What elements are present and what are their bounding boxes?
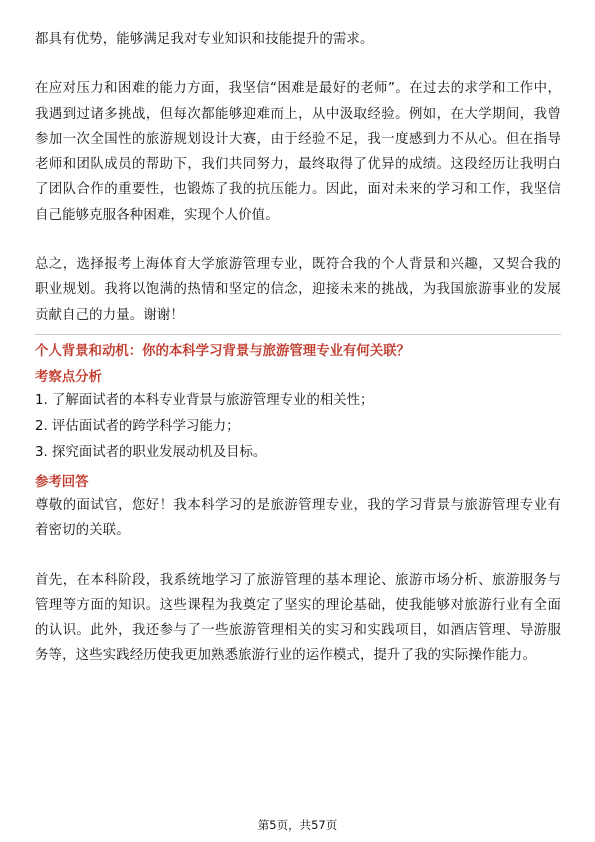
answer-paragraph-first: 首先，在本科阶段，我系统地学习了旅游管理的基本理论、旅游市场分析、旅游服务与管理等方面的知识。这些课程为我奠定了坚实的理论基础，使我能够对旅游行业有全面的认识。此外，我还参与了一些旅游管理相关的实习和实践项目，如酒店管理、导游服务等，这些实践经历使我更加熟悉旅游行业的运作模式，提升了我的实际操作能力。 [35, 572, 561, 664]
analysis-heading: 考察点分析 [35, 369, 102, 385]
page-content [35, 27, 561, 669]
answer-heading: 参考回答 [35, 474, 89, 490]
spacer [35, 228, 561, 252]
analysis-item: 3. 探究面试者的职业发展动机及目标。 [35, 444, 267, 460]
section-divider [35, 334, 561, 335]
page-number: 第5页，共57页 [257, 818, 338, 832]
paragraph-pressure: 在应对压力和困难的能力方面，我坚信“困难是最好的老师”。在过去的求学和工作中，我遇到过诸多挑战，但每次都能够迎难而上，从中汲取经验。例如，在大学期间，我曾参加一次全国性的旅游规划设计大赛，由于经验不足，我一度感到力不从心。但在指导老师和团队成员的帮助下，我们共同努力，最终取得了优异的成绩。这段经历让我明白了团队合作的重要性，也锻炼了我的抗压能力。因此，面对未来的学习和工作，我坚信自己能够克服各种困难，实现个人价值。 [35, 81, 561, 223]
paragraph-conclusion: 总之，选择报考上海体育大学旅游管理专业，既符合我的个人背景和兴趣，又契合我的职业规划。我将以饱满的热情和坚定的信念，迎接未来的挑战，为我国旅游事业的发展贡献自己的力量。谢谢！ [35, 257, 561, 323]
spacer [35, 544, 561, 568]
analysis-item: 2. 评估面试者的跨学科学习能力； [35, 418, 240, 434]
spacer [35, 52, 561, 76]
question-title: 个人背景和动机：你的本科学习背景与旅游管理专业有何关联？ [35, 343, 410, 359]
answer-paragraph-greeting: 尊敬的面试官，您好！我本科学习的是旅游管理专业，我的学习背景与旅游管理专业有着密切的关联。 [35, 497, 561, 539]
paragraph-advantages: 都具有优势，能够满足我对专业知识和技能提升的需求。 [35, 32, 374, 47]
analysis-item: 1. 了解面试者的本科专业背景与旅游管理专业的相关性； [35, 392, 374, 408]
